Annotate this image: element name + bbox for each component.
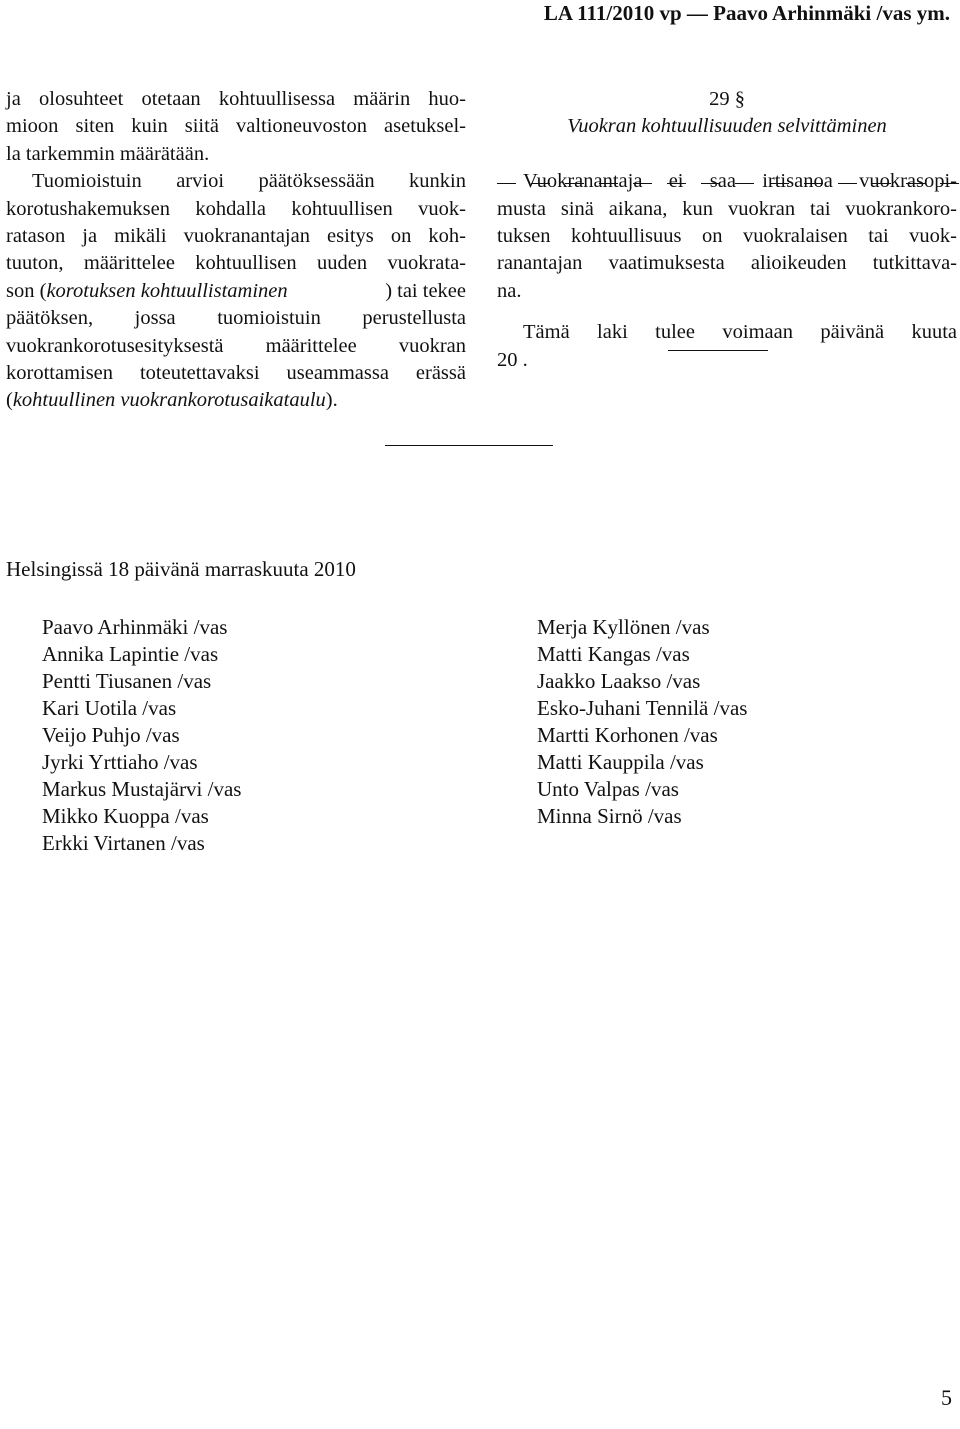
text-line: ranantajan vaatimuksesta alioikeuden tutkittava- [497, 252, 957, 275]
signatory: Esko-Juhani Tennilä /vas [537, 696, 748, 720]
signatory: Martti Korhonen /vas [537, 723, 718, 747]
spacer [497, 305, 957, 319]
right-column [497, 86, 957, 374]
signatories-right [537, 614, 747, 830]
dashed-separator [497, 183, 959, 185]
text-word: ). [325, 389, 338, 412]
signatory: Minna Sirnö /vas [537, 804, 682, 828]
text-word: ) tai tekee [385, 279, 466, 302]
text-word: son ( [6, 279, 47, 302]
signatory: Paavo Arhinmäki /vas [42, 615, 228, 639]
spacer [497, 141, 957, 168]
section-number: 29 § [709, 88, 745, 110]
text-line: vuokrankorotusesityksestä määrittelee vuokran [6, 334, 466, 357]
entry-into-force-line: Tämä laki tulee voimaan päivänä kuuta [523, 321, 957, 344]
text-line: päätöksen, jossa tuomioistuin perustellusta [6, 307, 466, 330]
signatory: Pentti Tiusanen /vas [42, 669, 212, 693]
text-line: ja olosuhteet otetaan kohtuullisessa määrin huo- [6, 88, 466, 110]
signatory: Merja Kyllönen /vas [537, 615, 710, 639]
signatory: Matti Kauppila /vas [537, 750, 704, 774]
entry-into-force-year: 20 . [497, 348, 528, 371]
section-end-rule [385, 445, 553, 446]
text-line: ratason ja mikäli vuokranantajan esitys on koh- [6, 225, 466, 248]
text-line: musta sinä aikana, kun vuokran tai vuokrankoro- [497, 197, 957, 220]
page-header: LA 111/2010 vp — Paavo Arhinmäki /vas ym. [543, 1, 950, 25]
text-line: korottamisen toteutettavaksi useammassa erässä [6, 362, 466, 385]
text-line: Tuomioistuin arvioi päätöksessään kunkin [32, 170, 466, 193]
signatory: Markus Mustajärvi /vas [42, 777, 242, 801]
signatory: Jaakko Laakso /vas [537, 669, 701, 693]
text-line: la tarkemmin määrätään. [6, 142, 210, 165]
signatory: Annika Lapintie /vas [42, 642, 219, 666]
text-line-mixed [6, 387, 466, 414]
text-line: mioon siten kuin siitä valtioneuvoston asetuksel- [6, 115, 466, 138]
text-line: tuksen kohtuullisuus on vuokralaisen tai vuok- [497, 225, 957, 248]
signatory: Unto Valpas /vas [537, 777, 679, 801]
signatories-left [42, 614, 241, 857]
text-line: na. [497, 279, 522, 302]
italic-term: kohtuullinen vuokrankorotusaikataulu [12, 389, 326, 412]
left-column [6, 86, 466, 415]
signatory: Mikko Kuoppa /vas [42, 804, 209, 828]
section-end-rule [668, 350, 768, 351]
signatory: Veijo Puhjo /vas [42, 723, 180, 747]
section-title: Vuokran kohtuullisuuden selvittäminen [567, 115, 887, 138]
italic-term: korotuksen kohtuullistaminen [46, 279, 288, 302]
text-line: Vuokranantaja ei saa irtisanoa vuokrasopi- [523, 170, 957, 193]
text-line: tuuton, määrittelee kohtuullisen uuden vuokrata- [6, 252, 466, 275]
signatory: Jyrki Yrttiaho /vas [42, 750, 198, 774]
text-line-mixed [6, 278, 466, 305]
signatory: Kari Uotila /vas [42, 696, 177, 720]
text-line: korotushakemuksen kohdalla kohtuullisen vuok- [6, 197, 466, 220]
text-word: ( [6, 389, 13, 412]
signatory: Erkki Virtanen /vas [42, 831, 205, 855]
page-number: 5 [941, 1385, 952, 1410]
place-and-date: Helsingissä 18 päivänä marraskuuta 2010 [6, 557, 356, 581]
signatory: Matti Kangas /vas [537, 642, 690, 666]
